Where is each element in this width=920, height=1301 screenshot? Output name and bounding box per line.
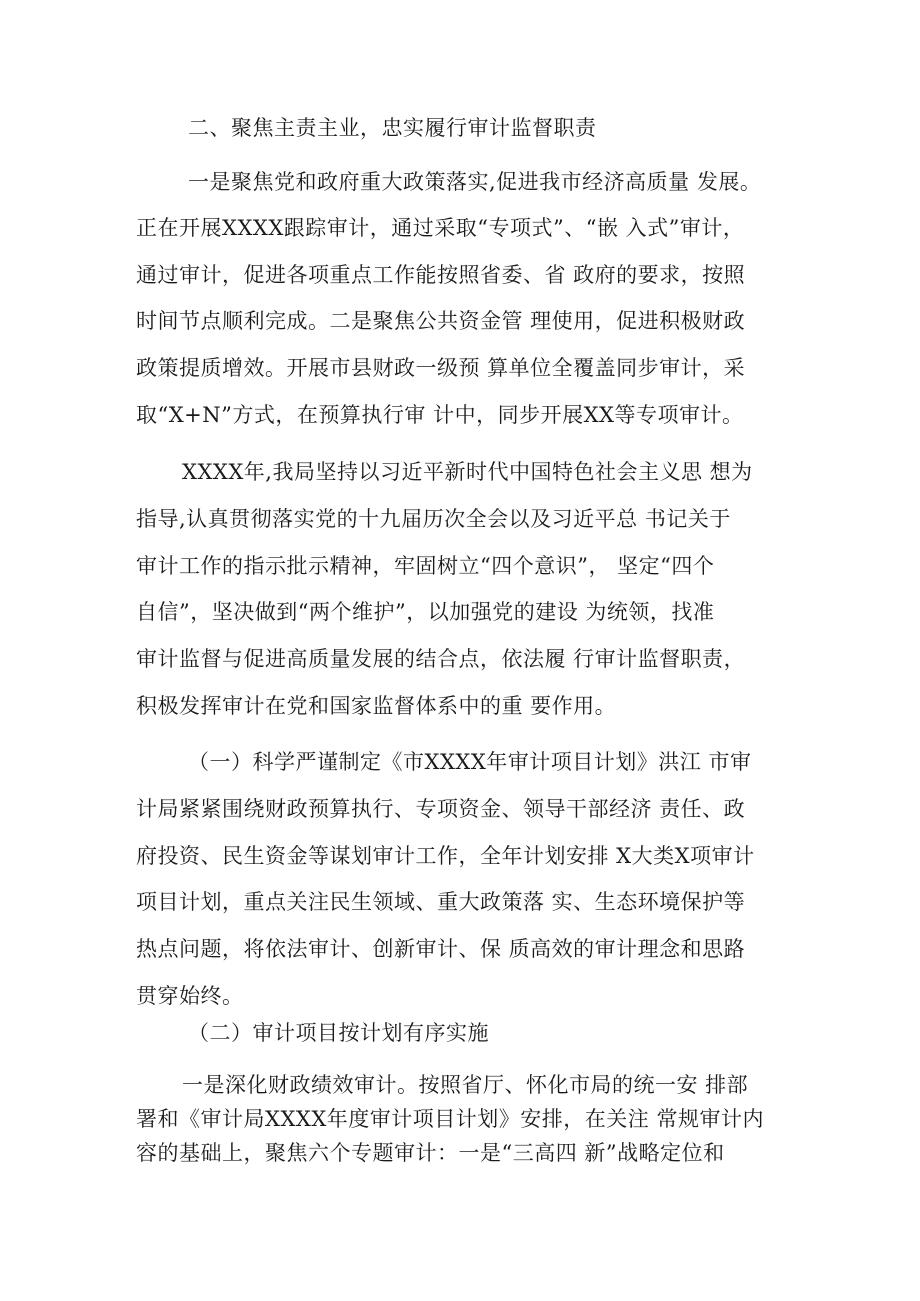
text-line: 时间节点顺利完成。二是聚焦公共资金管 理使用，促进积极财政 bbox=[136, 309, 746, 333]
text-line: 审计监督与促进高质量发展的结合点，依法履 行审计监督职责， bbox=[136, 647, 746, 671]
text-line: 贯穿始终。 bbox=[136, 984, 244, 1008]
text-line: 自信”，坚决做到“两个维护”，以加强党的建设 为统领，找准 bbox=[136, 600, 715, 624]
text-line: 通过审计，促进各项重点工作能按照省委、省 政府的要求，按照 bbox=[136, 263, 746, 287]
text-line: 取“X+N”方式，在预算执行审 计中，同步开展XX等专项审计。 bbox=[136, 403, 744, 427]
text-line: 计局紧紧围绕财政预算执行、专项资金、领导干部经济 责任、政 bbox=[136, 797, 746, 821]
section-heading: 二、聚焦主责主业，忠实履行审计监督职责 bbox=[188, 116, 597, 140]
text-line: 一是聚焦党和政府重大政策落实,促进我市经济高质量 发展。 bbox=[188, 170, 762, 194]
text-line: 积极发挥审计在党和国家监督体系中的重 要作用。 bbox=[136, 694, 617, 718]
text-line: 府投资、民生资金等谋划审计工作，全年计划安排 X大类X项审计 bbox=[136, 844, 755, 868]
text-line: XXXX年,我局坚持以习近平新时代中国特色社会主义思 想为 bbox=[182, 460, 753, 484]
text-line: 一是深化财政绩效审计。按照省厅、怀化市局的统一安 排部 bbox=[182, 1073, 749, 1097]
text-line: 热点问题，将依法审计、创新审计、保 质高效的审计理念和思路 bbox=[136, 937, 746, 961]
text-line: 正在开展XXXX跟踪审计，通过采取“专项式”、“嵌 入式”审计， bbox=[136, 216, 745, 240]
text-line: 指导,认真贯彻落实党的十九届历次全会以及习近平总 书记关于 bbox=[136, 507, 731, 531]
text-line: 项目计划，重点关注民生领域、重大政策落 实、生态环境保护等 bbox=[136, 890, 746, 914]
text-line: 政策提质增效。开展市县财政一级预 算单位全覆盖同步审计，采 bbox=[136, 356, 746, 380]
subsection-heading: （二）审计项目按计划有序实施 bbox=[188, 1021, 489, 1045]
text-line: 署和《审计局XXXX年度审计项目计划》安排，在关注 常规审计内 bbox=[136, 1107, 764, 1131]
text-line: 容的基础上，聚焦六个专题审计：一是“三高四 新”战略定位和 bbox=[136, 1141, 725, 1165]
text-line: （一）科学严谨制定《市XXXX年审计项目计划》洪江 市审 bbox=[188, 750, 752, 774]
text-line: 审计工作的指示批示精神，牢固树立“四个意识”， 坚定“四个 bbox=[136, 554, 715, 578]
